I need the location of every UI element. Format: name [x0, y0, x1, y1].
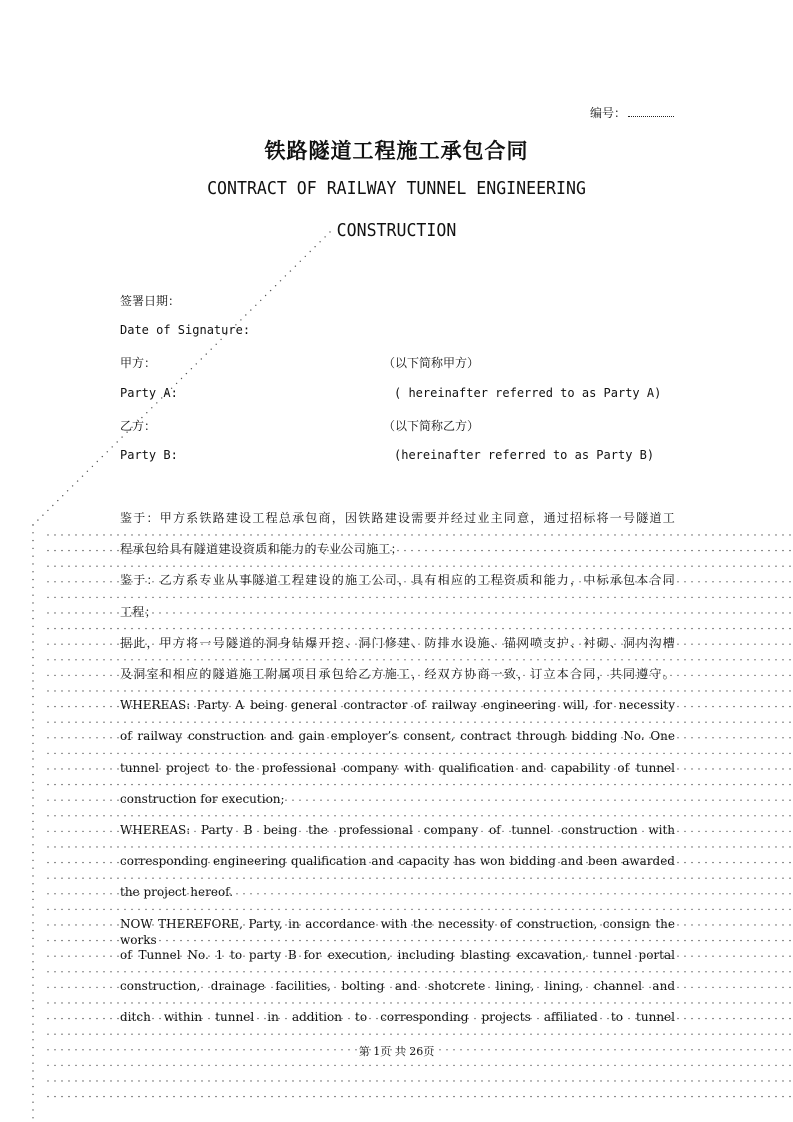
party-b-label-cn: 乙方：: [120, 419, 157, 433]
party-a-label-cn: 甲方：: [120, 356, 157, 370]
whereas-en-2-line-2: corresponding engineering qualification and capacity has won bidding and been awarded: [120, 854, 675, 868]
party-b-note-en: (hereinafter referred to as Party B): [394, 448, 655, 462]
page-footer: 第 1页 共 26页: [358, 1045, 435, 1058]
now-therefore-line-2: of Tunnel No. 1 to party B for execution, including blasting excavation, tunnel portal: [120, 948, 675, 962]
document-number-blank: [628, 107, 674, 117]
whereas-en-2-line-3: the project hereof.: [120, 885, 234, 899]
document-number-label: 编号：: [590, 106, 627, 120]
whereas-en-1-line-4: construction for execution;: [120, 792, 285, 806]
now-therefore-line-4: ditch within tunnel in addition to corresponding projects affiliated to tunnel: [120, 1010, 675, 1024]
party-a-note-cn: （以下简称甲方）: [383, 356, 480, 370]
operative-cn-line-1: 据此，甲方将一号隧道的洞身钻爆开挖、洞门修建、防排水设施、锚网喷支护、衬砌、洞内沟槽: [120, 636, 675, 650]
recital-1-line-2: 程承包给具有隧道建设资质和能力的专业公司施工；: [120, 542, 403, 556]
title-english-line-1: CONTRACT OF RAILWAY TUNNEL ENGINEERING: [207, 178, 586, 199]
now-therefore-line-3: construction, drainage facilities, bolting and shotcrete lining, lining, channel and: [120, 979, 675, 993]
recital-1-line-1: 鉴于：甲方系铁路建设工程总承包商，因铁路建设需要并经过业主同意，通过招标将一号隧道工: [120, 511, 675, 525]
recital-2-line-1: 鉴于：乙方系专业从事隧道工程建设的施工公司，具有相应的工程资质和能力，中标承包本合同: [120, 573, 675, 587]
party-b-label-en: Party B:: [120, 448, 178, 462]
signature-date-label-cn: 签署日期：: [120, 294, 181, 308]
whereas-en-1-line-2: of railway construction and gain employer’s consent, contract through bidding No. One: [120, 729, 675, 743]
title-chinese: 铁路隧道工程施工承包合同: [264, 138, 529, 163]
operative-cn-line-2: 及洞室和相应的隧道施工附属项目承包给乙方施工，经双方协商一致，订立本合同，共同遵守。: [120, 667, 675, 681]
document-number-field: [590, 104, 674, 121]
whereas-en-1-line-1: WHEREAS: Party A being general contractor of railway engineering will, for necessity: [120, 698, 675, 712]
title-english-line-2: CONSTRUCTION: [336, 220, 457, 241]
recital-2-line-2: 工程；: [120, 605, 157, 619]
whereas-en-1-line-3: tunnel project to the professional company with qualification and capability of tunnel: [120, 761, 675, 775]
whereas-en-2-line-1: WHEREAS: Party B being the professional company of tunnel construction with: [120, 823, 675, 837]
party-a-note-en: ( hereinafter referred to as Party A): [394, 386, 662, 400]
now-therefore-line-1: NOW THEREFORE, Party, in accordance with the necessity of construction, consign the works: [120, 917, 675, 947]
party-b-note-cn: （以下简称乙方）: [383, 419, 480, 433]
party-a-label-en: Party A:: [120, 386, 178, 400]
signature-date-label-en: Date of Signature:: [120, 323, 251, 337]
